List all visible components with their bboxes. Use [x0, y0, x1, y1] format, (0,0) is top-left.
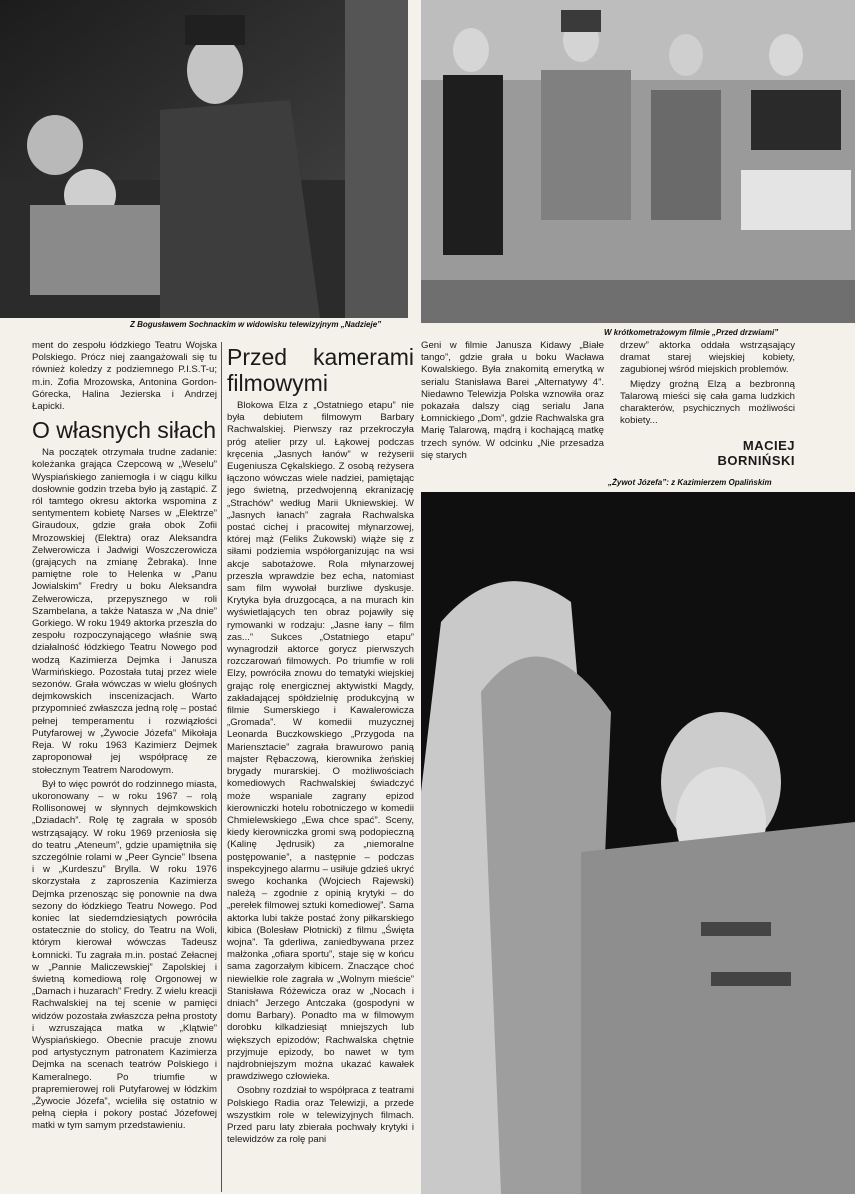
column-1-paragraph: Był to więc powrót do rodzinnego miasta, ukoronowany – w roku 1967 – rolą Rollisonowej w słynnych dejmkowskich „Dziadach”. Rolę tę zagrała w sposób wstrząsający. W roku 1969 przeniosła się do teatru „Ateneum”, gdzie upamiętniła się szczególnie rolami w „Peer Gyncie” Ibsena i w „Kurdeszu” Brylla. W roku 1976 skorzystała z zaproszenia Kazimierza Dejmka przenosząc się ponownie na dwa sezony do łódzkiego Teatru Nowego. Pod koniec lat siedemdziesiątych powróciła ostatecznie do stolicy, do Teatru na Woli, którym kierował wówczas Tadeusz Łomnicki. Tu zagrała m.in. postać Zełacnej w „Pannie Maliczewskiej” Zapolskiej i świetną komediową rolę Orgonowej w „Damach i huzarach” Fredry. Z wielu kreacji Rachwalskiej na tej scenie w pamięci widzów pozostała zwłaszcza pełna prostoty i wzruszająca matka w „Klątwie” Wyspiańskiego. Obecnie pracuje znowu pod artystycznym patronatem Kazimierza Dejmka na scenach teatrów Polskiego i Kameralnego. Po triumfie w prapremierowej roli Putyfarowej w łódzkim „Żywocie Józefa”, wcieliła się ostatnio w pełną ciepła i pokory postać Józefowej matki w tym samym przedstawieniu. — [32, 778, 217, 1132]
photo-przed-drzwiami — [421, 0, 855, 323]
article-column-2 — [227, 340, 414, 1192]
author-first-name: MACIEJ — [742, 438, 795, 453]
column-2-paragraph: Osobny rozdział to współpraca z teatrami Polskiego Radia oraz Telewizji, a przede wszystkim role w telewizyjnych filmach. Przed paru laty zbierała pochwały krytyki i telewidzów za rolę pani — [227, 1085, 414, 1146]
article-column-4 — [620, 340, 795, 440]
column-4-paragraph: drzew” aktorka oddała wstrząsający dramat starej wiejskiej kobiety, zagubionej wśród miejskich problemów. — [620, 340, 795, 376]
caption-nadzieje: Z Bogusławem Sochnackim w widowisku telewizyjnym „Nadzieje” — [130, 320, 382, 329]
author-byline — [660, 438, 795, 468]
photo-nadzieje — [0, 0, 408, 318]
column-1-paragraph: Na początek otrzymała trudne zadanie: koleżanka grająca Czepcową w „Weselu” Wyspiańskiego zaniemogła i w ciągu kilku dosłownie godzin trzeba było ją zastąpić. Z ról tamtego okresu aktorka wspomina z sentymentem kobietę Narses w „Elektrze” Giraudoux, gdzie grała obok Zofii Mrozowskiej (Elektra) oraz Aleksandra Zelwerowicza i Jadwigi Woszczerowicza (grających na zmianę Żebraka). Inne pamiętne role to Helenka w „Panu Jowialskim” Fredry u boku Aleksandra Zelwerowicza, przepysznego w roli Szambelana, a także Natasza w „Na dnie” Gorkiego. W roku 1949 aktorka przeszła do zespołu rozpoczynającego właśnie swą działalność łódzkiego Teatru Nowego pod wodzą Kazimierza Dejmka i Janusza Warmińskiego. Pozostała tutaj przez wiele sezonów. Grała wówczas w wielu głośnych dejmkowskich inscenizacjach. Warto przypomnieć zwłaszcza jedną rolę – postać pełnej temperamentu i rozwiązłości Putyfarowej w „Żywocie Józefa” Mikołaja Reja. W roku 1963 Kazimierz Dejmek zaproponował jej współpracę ze stołecznym Teatrem Narodowym. — [32, 447, 217, 776]
photo-zywot-jozefa — [421, 492, 855, 1194]
heading-o-wlasnych-silach: O własnych siłach — [32, 417, 217, 444]
caption-zywot-jozefa: „Żywot Józefa”: z Kazimierzem Opalińskim — [608, 478, 772, 487]
column-divider — [221, 342, 222, 1192]
heading-przed-kamerami: Przed kamerami filmowymi — [227, 344, 414, 396]
article-column-1 — [32, 340, 217, 1192]
article-column-3 — [421, 340, 604, 480]
column-4-paragraph: Między groźną Elzą a bezbronną Talarową mieści się cała gama ludzkich charakterów, psychicznych możliwości kobiety... — [620, 378, 795, 427]
author-last-name: BORNIŃSKI — [717, 453, 795, 468]
column-2-paragraph: Blokowa Elza z „Ostatniego etapu” nie była debiutem filmowym Barbary Rachwalskiej. Pierwszy raz przekroczyła próg atelier przy ul. Łąkowej podczas kręcenia „Jasnych łanów” w reżyserii Eugeniusza Cękalskiego. Z osobą reżysera łączono wówczas wiele nadziei, pamiętając jego świetną, przedwojenną ekranizację „Strachów” według Marii Ukniewskiej. W „Jasnych łanach” zagrała Rachwalska postać cichej i pracowitej młynarzowej, której mąż (Feliks Żukowski) wiąże się z siłami podziemia współorganizując na wsi akcje sabotażowe. Rola młynarzowej przeszła wprawdzie bez echa, natomiast sam film wywołał burzliwe dyskusje. Krytyka była druzgocąca, a na murach kin wyświetlających ten obraz pojawiły się rymowanki w rodzaju: „Jasne łany – film zas...” Sukces „Ostatniego etapu” wynagrodził aktorce gorycz pierwszych rozczarowań filmowych. Po triumfie w roli Elzy, powróciła znowu do tematyki wiejskiej grając rolę energicznej aktywistki Magdy, zakładającej spółdzielnię produkcyjną w filmie Sumerskiego i Kawalerowicza „Gromada”. W komedii muzycznej Leonarda Buczkowskiego „Przygoda na Mariensztacie” zagrała brawurowo panią majster Rębaczową, kierownika żeńskiej brygady murarskiej. O możliwościach komediowych Rachwalskiej świadczyć może wspaniale zagrany epizod kierowniczki hotelu robotniczego w komedii Chmielewskiego „Ewa chce spać”. Sceny, kiedy kierowniczka gromi swą podopieczną (Kalinę Jędrusik) za „niemoralne postępowanie”, a następnie – podczas inspekcyjnego alarmu – usiłuje gdzieś ukryć swego kochanka (Wojciech Rajewski) należą – zgodnie z opinią krytyki – do „perełek filmowej sztuki komediowej”. Sama aktorka lubi także postać żony piłkarskiego kibica (Bolesław Płotnicki) z filmu „Święta wojna”. Ta gderliwa, zaniedbywana przez małżonka „ofiara sportu”, staje się w końcu sama zagorzałym kibicem. Znaczące choć niewielkie role zagrała w „Wolnym mieście” Stanisława Różewicza oraz w „Nocach i dniach” Jerzego Antczaka (gospodyni w domu Barbary). Ponadto ma w filmowym dorobku kilkadziesiąt mniejszych lub większych epizodów; Rachwalska chętnie przyjmuje epizody, bo nawet w tym najdrobniejszym można ukazać kawałek prawdziwego człowieka. — [227, 400, 414, 1083]
column-3-paragraph: Geni w filmie Janusza Kidawy „Białe tango”, gdzie grała u boku Wacława Kowalskiego. Była znakomitą emerytką w serialu Stanisława Barei „Alternatywy 4”. Niedawno Telewizja Polska wznowiła oraz pokazała dalszy ciąg serialu Jana Łomnickiego „Dom”, gdzie Rachwalska gra Marię Talarową, mądrą i kochającą matkę trzech synów. W odcinku „Nie przesadza się starych — [421, 340, 604, 461]
caption-przed-drzwiami: W krótkometrażowym filmie „Przed drzwiami” — [604, 328, 779, 337]
column-1-intro: ment do zespołu łódzkiego Teatru Wojska Polskiego. Prócz niej zaangażowali się tu również koledzy z podziemnego P.I.S.T-u; m.in. Zofia Mrozowska, Antonina Gordon-Górecka, Halina Jezierska i Andrzej Łapicki. — [32, 340, 217, 413]
